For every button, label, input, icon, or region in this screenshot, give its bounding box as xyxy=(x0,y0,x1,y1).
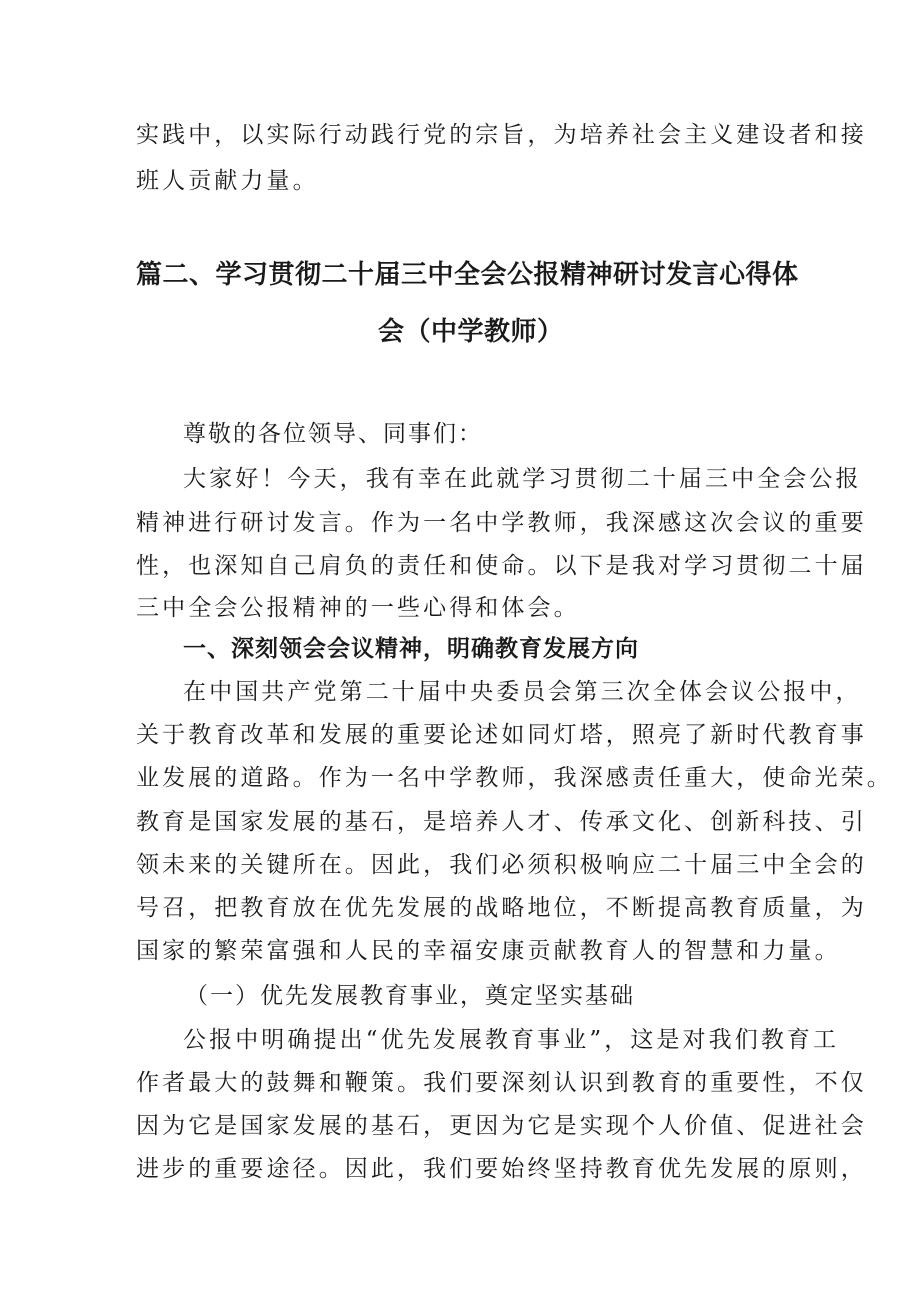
subsection-1-line: 作者最大的鼓舞和鞭策。我们要深刻认识到教育的重要性，不仅 xyxy=(136,1070,867,1096)
opening-line: 三中全会公报精神的一些心得和体会。 xyxy=(136,595,580,621)
opening-line: 性，也深知自己肩负的责任和使命。以下是我对学习贯彻二十届 xyxy=(136,553,867,579)
section-1-line: 号召，把教育放在优先发展的战略地位，不断提高教育质量，为 xyxy=(136,895,867,921)
article-title-line-1: 篇二、学习贯彻二十届三中全会公报精神研讨发言心得体 xyxy=(136,260,799,290)
opening-line: 精神进行研讨发言。作为一名中学教师，我深感这次会议的重要 xyxy=(136,510,867,536)
subsection-1-line: 公报中明确提出“优先发展教育事业”，这是对我们教育工 xyxy=(183,1027,840,1053)
opening-line: 大家好！今天，我有幸在此就学习贯彻二十届三中全会公报 xyxy=(183,466,862,492)
salutation: 尊敬的各位领导、同事们： xyxy=(183,421,483,447)
subsection-1-line: 因为它是国家发展的基石，更因为它是实现个人价值、促进社会 xyxy=(136,1113,867,1139)
section-1-heading: 一、深刻领会会议精神，明确教育发展方向 xyxy=(183,636,639,662)
intro-line: 班人贡献力量。 xyxy=(136,168,319,194)
subsection-1-line: 进步的重要途径。因此，我们要始终坚持教育优先发展的原则， xyxy=(136,1156,867,1182)
section-1-line: 教育是国家发展的基石，是培养人才、传承文化、创新科技、引 xyxy=(136,809,867,835)
section-1-line: 关于教育改革和发展的重要论述如同灯塔，照亮了新时代教育事 xyxy=(136,722,867,748)
section-1-line: 在中国共产党第二十届中央委员会第三次全体会议公报中， xyxy=(183,679,862,705)
subsection-1-heading: （一）优先发展教育事业，奠定坚实基础 xyxy=(185,983,635,1009)
section-1-line: 领未来的关键所在。因此，我们必须积极响应二十届三中全会的 xyxy=(136,852,867,878)
section-1-line: 业发展的道路。作为一名中学教师，我深感责任重大，使命光荣。 xyxy=(136,765,893,791)
section-1-line: 国家的繁荣富强和人民的幸福安康贡献教育人的智慧和力量。 xyxy=(136,938,841,964)
intro-line: 实践中，以实际行动践行党的宗旨，为培养社会主义建设者和接 xyxy=(136,122,867,148)
article-title-line-2: 会（中学教师） xyxy=(378,317,564,347)
